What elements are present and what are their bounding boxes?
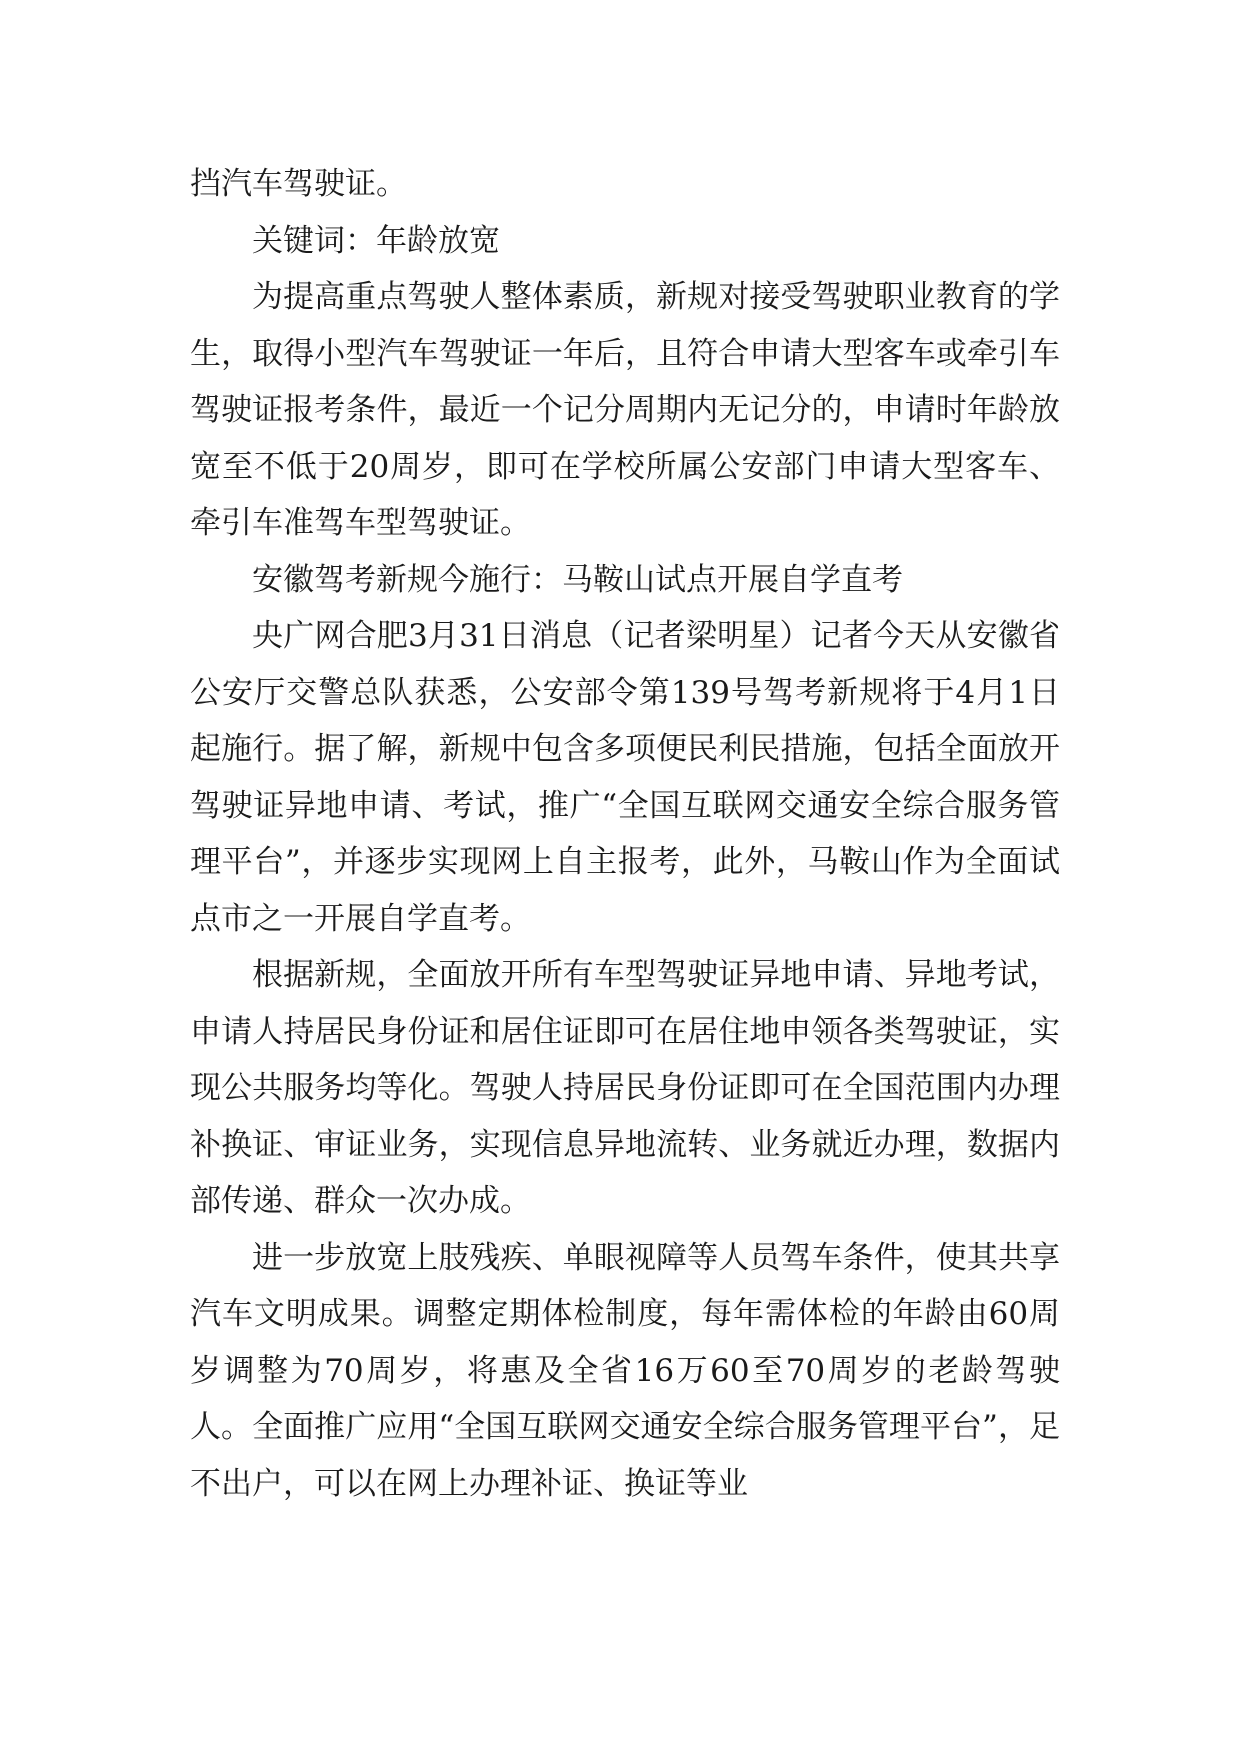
paragraph-headline: 安徽驾考新规今施行：马鞍山试点开展自学直考 [252,561,903,598]
paragraph-news-lead: 央广网合肥3月31日消息（记者梁明星）记者今天从安徽省公安厅交警总队获悉，公安部令第139号驾考新规将于4月1日起施行。据了解，新规中包含多项便民利民措施，包括全面放开驾驶证异地申请、考试，推广“全国互联网交通安全综合服务管理平台”，并逐步实现网上自主报考，此外，马鞍山作为全面试点市之一开展自学直考。 [190,618,1060,937]
paragraph-continuation: 挡汽车驾驶证。 [190,166,407,202]
paragraph-keywords: 关键词：年龄放宽 [252,222,500,259]
paragraph-remote-application: 根据新规，全面放开所有车型驾驶证异地申请、异地考试，申请人持居民身份证和居住证即可在居住地申领各类驾驶证，实现公共服务均等化。驾驶人持居民身份证即可在全国范围内办理补换证、审证业务，实现信息异地流转、业务就近办理，数据内部传递、群众一次办成。 [190,957,1060,1219]
paragraph-relaxed-conditions: 进一步放宽上肢残疾、单眼视障等人员驾车条件，使其共享汽车文明成果。调整定期体检制度，每年需体检的年龄由60周岁调整为70周岁，将惠及全省16万60至70周岁的老龄驾驶人。全面推广应用“全国互联网交通安全综合服务管理平台”，足不出户，可以在网上办理补证、换证等业 [190,1239,1060,1502]
paragraph-age-relaxation: 为提高重点驾驶人整体素质，新规对接受驾驶职业教育的学生，取得小型汽车驾驶证一年后，且符合申请大型客车或牵引车驾驶证报考条件，最近一个记分周期内无记分的，申请时年龄放宽至不低于20周岁，即可在学校所属公安部门申请大型客车、牵引车准驾车型驾驶证。 [190,279,1060,541]
document-body [190,156,1060,1512]
